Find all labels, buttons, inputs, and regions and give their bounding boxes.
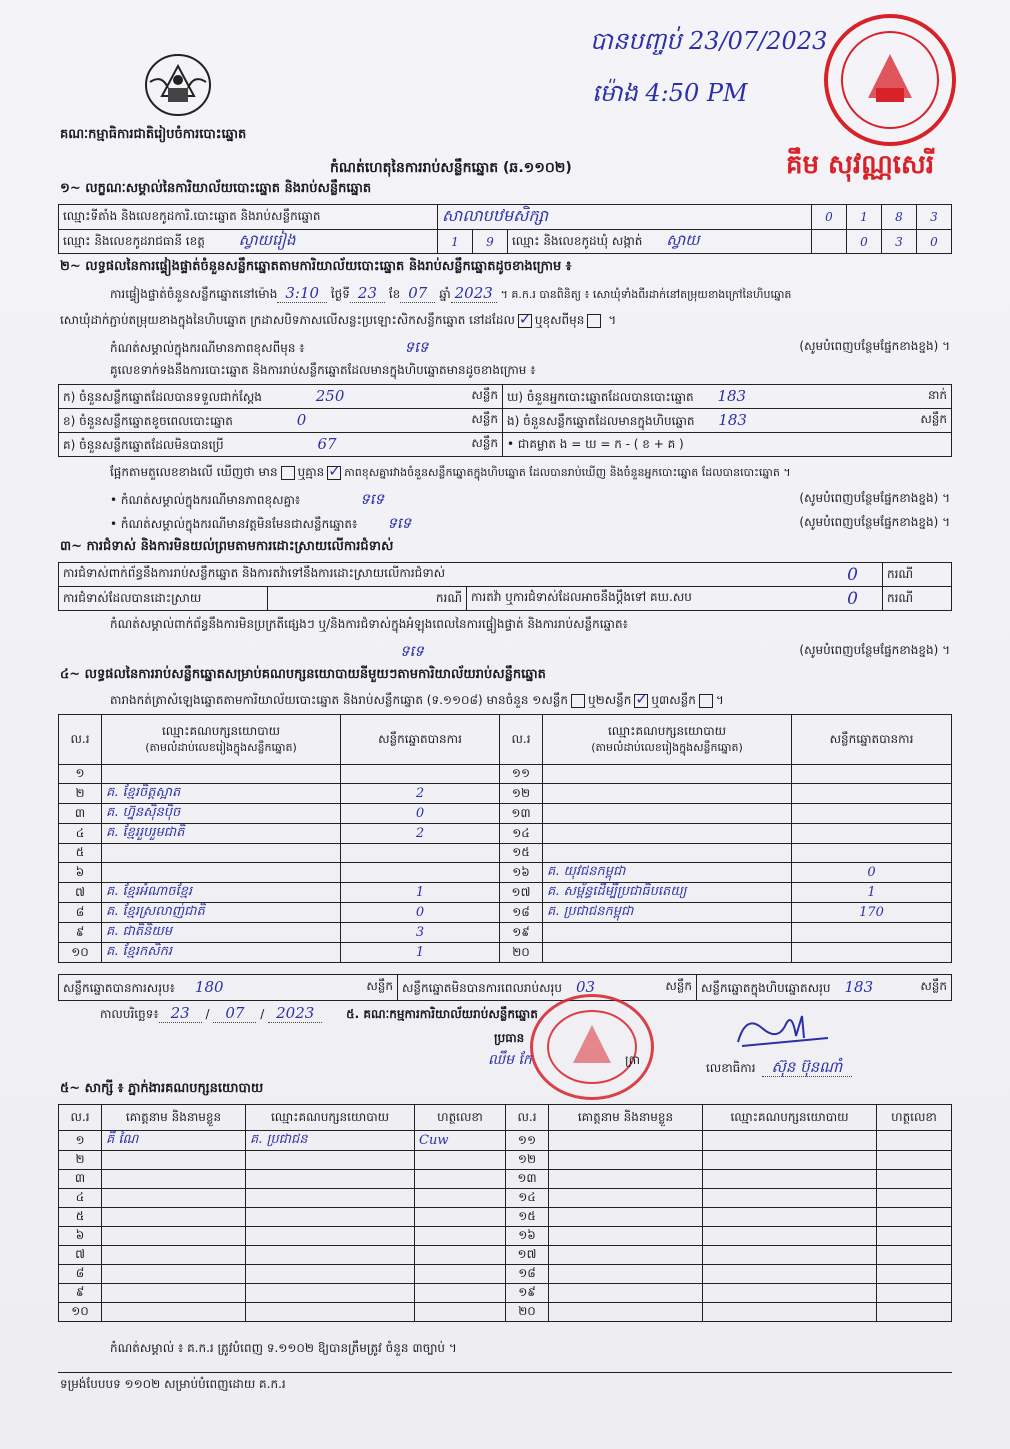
province-code-digit: 1 — [438, 230, 473, 254]
irregularity-note-label: កំណត់សម្គាល់ពាក់ព័ន្ធនឹងការមិនប្រក្រតីផ្សេងៗ ឬ/និងការជំទាស់ក្នុងអំឡុងពេលនៃការផ្ទៀងផ្ទាត់ និងការរាប់សន្លឹកឆ្នោត៖ — [110, 617, 628, 631]
row-number: ១៣ — [506, 1170, 549, 1189]
row-number: ៨ — [59, 1265, 102, 1284]
discrepancy-line: ផ្អែកតាមតួលេខខាងលើ ឃើញថា មាន ឬគ្មាន✓ ភាពខុសគ្នារវាងចំនួនសន្លឹកឆ្នោតក្នុងហិបឆ្នោត ដែលបានរាប់ឃើញ និងចំនួនអ្នកបោះឆ្នោត ដែលបានបោះឆ្នោត ។ — [110, 464, 791, 482]
red-name-stamp: គឹម សុវណ្ណសេរី — [786, 150, 935, 180]
row-number: ១៦ — [500, 863, 543, 883]
witness-party: គ. ប្រជាជន — [246, 1131, 415, 1151]
different-checkbox[interactable] — [587, 314, 601, 328]
witness-signature — [877, 1151, 952, 1170]
party-name: គ. ខ្មែរកសិករ — [102, 943, 341, 963]
witness-party — [246, 1208, 415, 1227]
party-name: គ. ហ្វ៊ុនស៊ិនប៉ិច — [102, 804, 341, 824]
witness-party — [703, 1208, 877, 1227]
province-value: ស្វាយរៀង — [238, 230, 296, 249]
ballot-counts-table — [58, 384, 952, 457]
party-votes: 170 — [792, 903, 952, 923]
party-name: គ. ជាតិនិយម — [102, 923, 341, 943]
witness-name — [549, 1265, 703, 1284]
row-number: ១៤ — [500, 824, 543, 844]
witness-signature — [877, 1246, 952, 1265]
witness-party — [703, 1303, 877, 1322]
section-3-heading: ៣~ ការជំទាស់ និងការមិនយល់ព្រមតាមការដោះស្រាយលើការជំទាស់ — [60, 539, 394, 554]
two-sheets-checkbox[interactable] — [634, 694, 648, 708]
witness-party — [703, 1189, 877, 1208]
location-label: ឈ្មោះទីតាំង និងលេខកូដការិ.បោះឆ្នោត និងរាប់សន្លឹកឆ្នោត — [59, 205, 438, 230]
witness-name — [549, 1170, 703, 1189]
difference-note-value: ទទេ — [404, 338, 429, 356]
row-number: ២០ — [500, 943, 543, 963]
count-row-e: ង) ចំនួនសន្លឹកឆ្នោតដែលមានក្នុងហិបឆ្នោត 183 សន្លឹក — [503, 409, 952, 433]
witness-party — [703, 1246, 877, 1265]
row-number: ១ — [59, 765, 102, 784]
invalid-total: 03 — [575, 977, 596, 996]
witness-body — [59, 1131, 952, 1322]
row-number: ៣ — [59, 804, 102, 824]
witness-signature — [415, 1151, 506, 1170]
code-digit: 8 — [882, 205, 917, 230]
party-name — [543, 844, 792, 863]
row-number: ១២ — [500, 784, 543, 804]
table-row — [59, 943, 952, 963]
table-row — [59, 1246, 952, 1265]
witness-name: គី ណៃ — [102, 1131, 246, 1151]
complaint-row-2: ការតវ៉ា ឬការជំទាស់ដែលអាចនឹងប្តឹងទៅ គឃ.សប 0 — [467, 587, 883, 611]
witness-signature — [877, 1131, 952, 1151]
table-row — [59, 1284, 952, 1303]
row-number: ៤ — [59, 824, 102, 844]
party-name — [102, 844, 341, 863]
party-results-body — [59, 765, 952, 963]
party-votes: 0 — [341, 903, 500, 923]
table-row — [59, 844, 952, 863]
party-name — [543, 923, 792, 943]
verify-day: 23 — [350, 284, 385, 303]
row-number: ៦ — [59, 863, 102, 883]
row-number: ៥ — [59, 844, 102, 863]
witness-name — [102, 1170, 246, 1189]
committee-stamp-icon — [530, 994, 654, 1100]
row-number: ១៣ — [500, 804, 543, 824]
party-votes: 1 — [341, 883, 500, 903]
witness-signature — [877, 1227, 952, 1246]
witness-name — [549, 1151, 703, 1170]
province-label: ឈ្មោះ និងលេខកូដរាជធានី ខេត្ត ស្វាយរៀង — [59, 230, 438, 254]
handwritten-time: ម៉ោង 4:50 PM — [592, 79, 748, 107]
nec-emblem-icon — [142, 52, 214, 118]
secretary-signature-icon — [732, 1008, 832, 1054]
note-non-ballot-line: • កំណត់សម្គាល់ក្នុងករណីមានវត្តមិនមែនជាសន្លឹកឆ្នោត៖ ទទេ (សូមបំពេញបន្ថែមផ្នែកខាងខ្នង) ។ — [110, 514, 950, 532]
handwritten-date: បានបញ្ចប់ 23/07/2023 — [590, 27, 828, 55]
commune-code-digit: 3 — [882, 230, 917, 254]
party-name — [102, 765, 341, 784]
witness-name — [102, 1303, 246, 1322]
row-number: ៦ — [59, 1227, 102, 1246]
party-results-table: ល.រ ឈ្មោះគណបក្សនយោបាយ (តាមលំដាប់លេខរៀងក្នុងសន្លឹកឆ្នោត) សន្លឹកឆ្នោតបានការ ល.រ ឈ្មោះគណបក្សនយោបាយ (តាមលំដាប់លេខរៀងក្នុងសន្លឹកឆ្នោត) សន្លឹកឆ្នោតបានការ ១ ១១ ២ គ. ខ្មែរចិត្តស្អាត 2 ១២ ៣ គ. ហ្វ៊ុនស៊ិនប៉ិច 0 ១៣ ៤ គ. ខ្មែររួបរួមជាតិ 2 ១៤ ៥ ១៥ ៦ ១៦ គ. យុវជនកម្ពុជា 0 ៧ គ. ខ្មែរអំណាចខ្មែរ 1 ១៧ គ. សម្ព័ន្ធដើម្បីប្រជាធិបតេយ្យ 1 ៨ គ. ខ្មែរស្រលាញ់ជាតិ 0 ១៨ គ. ប្រជាជនកម្ពុជា 170 ៩ គ. ជាតិនិយម 3 ១៩ ១០ គ. ខ្មែរកសិករ 1 ២០ — [58, 714, 952, 963]
witness-party — [246, 1265, 415, 1284]
section-5-heading: ៥~ សាក្សី ៖ ភ្នាក់ងារគណបក្សនយោបាយ — [60, 1081, 264, 1096]
footer-divider — [58, 1372, 952, 1373]
party-name: គ. ខ្មែរស្រលាញ់ជាតិ — [102, 903, 341, 923]
sheets-count-line: តារាងកត់ត្រាសំឡេងឆ្នោតតាមការិយាល័យបោះឆ្នោត និងរាប់សន្លឹកឆ្នោត (ទ.១១០៨) មានចំនួន ១សន្លឹក ឬ២សន្លឹក✓ ឬ៣សន្លឹក ។ — [110, 692, 724, 710]
count-row-d: ឃ) ចំនួនអ្នកបោះឆ្នោតដែលបានបោះឆ្នោត 183 នាក់ — [503, 385, 952, 409]
row-number: ៩ — [59, 923, 102, 943]
count-row-b: ខ) ចំនួនសន្លឹកឆ្នោតខូចពេលបោះឆ្នោត 0 សន្លឹក — [59, 409, 503, 433]
official-stamp-icon — [824, 14, 956, 146]
province-code-digit: 9 — [473, 230, 508, 254]
row-number: ៧ — [59, 883, 102, 903]
party-name — [543, 784, 792, 804]
secretary-name: ស៊ុន ប៊ុនណាំ — [762, 1058, 853, 1077]
row-number: ១៧ — [500, 883, 543, 903]
table-row — [59, 1151, 952, 1170]
party-votes — [341, 765, 500, 784]
witness-party — [703, 1227, 877, 1246]
party-votes — [792, 784, 952, 804]
chair-name: ឈឹម កែ — [488, 1052, 532, 1068]
party-votes — [792, 804, 952, 824]
party-votes: 0 — [792, 863, 952, 883]
row-number: ២ — [59, 784, 102, 804]
witness-signature — [415, 1303, 506, 1322]
table-row — [59, 863, 952, 883]
row-number: ១២ — [506, 1151, 549, 1170]
witness-party — [246, 1151, 415, 1170]
location-value: សាលាបឋមសិក្សា — [438, 205, 812, 230]
seal-line: សោឃុំដាក់ភ្ជាប់តម្រុយខាងក្នុងនៃហិបឆ្នោត ក្រដាសបិទភាសលើសន្លះប្រឡោះសិកសន្លឹកឆ្នោត នៅដដែល✓ ឬខុសពីមុន ។ — [60, 312, 616, 330]
row-number: ១៨ — [506, 1265, 549, 1284]
witness-signature — [877, 1303, 952, 1322]
witness-party — [246, 1246, 415, 1265]
date-line: កាលបរិច្ឆេទ៖ 23 / 07 / 2023 ៥. គណៈកម្មការការិយាល័យរាប់សន្លឹកឆ្នោត — [100, 1004, 538, 1022]
witness-party — [703, 1170, 877, 1189]
verify-time: 3:10 — [277, 284, 327, 303]
secretary-line: លេខាធិការ ស៊ុន ប៊ុនណាំ — [706, 1058, 852, 1080]
count-row-a: ក) ចំនួនសន្លឹកឆ្នោតដែលបានទទួលជាក់ស្តែង 250 សន្លឹក — [59, 385, 503, 409]
section-1-heading: ១~ លក្ខណៈសម្គាល់នៃការិយាល័យបោះឆ្នោត និងរាប់សន្លឹកឆ្នោត — [60, 181, 372, 196]
row-number: ១៦ — [506, 1227, 549, 1246]
party-votes: 1 — [341, 943, 500, 963]
three-sheets-checkbox[interactable] — [699, 694, 713, 708]
count-formula: • ជាគម្លាត ង = ឃ = ក - ( ខ + គ ) — [503, 433, 952, 457]
witness-party — [246, 1170, 415, 1189]
witness-name — [102, 1189, 246, 1208]
party-name: គ. សម្ព័ន្ធដើម្បីប្រជាធិបតេយ្យ — [543, 883, 792, 903]
row-number: ៥ — [59, 1208, 102, 1227]
party-name — [543, 765, 792, 784]
document-title: កំណត់ហេតុនៃការរាប់សន្លឹកឆ្នោត (ឆ.១១០២) — [330, 160, 572, 176]
row-number: ២ — [59, 1151, 102, 1170]
section-4-heading: ៤~ លទ្ធផលនៃការរាប់សន្លឹកឆ្នោតសម្រាប់គណបក្សនយោបាយនីមួយៗតាមការិយាល័យរាប់សន្លឹកឆ្នោត — [60, 667, 546, 682]
party-votes: 2 — [341, 784, 500, 804]
row-number: ១០ — [59, 943, 102, 963]
witness-signature — [415, 1189, 506, 1208]
witness-signature — [877, 1170, 952, 1189]
party-name: គ. ខ្មែរចិត្តស្អាត — [102, 784, 341, 804]
totals-table: សន្លឹកឆ្នោតបានការសរុប៖ 180 សន្លឹក សន្លឹកឆ្នោតមិនបានការពេលរាប់សរុប 03 សន្លឹក សន្លឹកឆ្នោតក្នុងហិបឆ្នោតសរុប 183 សន្លឹក — [58, 974, 952, 1001]
one-sheet-checkbox[interactable] — [571, 694, 585, 708]
row-number: ១១ — [506, 1131, 549, 1151]
witness-party — [703, 1265, 877, 1284]
witness-party — [246, 1189, 415, 1208]
no-difference-checkbox[interactable] — [327, 466, 341, 480]
witness-name — [549, 1303, 703, 1322]
witness-name — [102, 1227, 246, 1246]
row-number: ១១ — [500, 765, 543, 784]
code-digit: 3 — [917, 205, 952, 230]
party-name — [543, 943, 792, 963]
witness-table: ល.រ គោត្តនាម និងនាមខ្លួន ឈ្មោះគណបក្សនយោបាយ ហត្ថលេខា ល.រ គោត្តនាម និងនាមខ្លួន ឈ្មោះគណបក្សនយោបាយ ហត្ថលេខា ១ គី ណៃ គ. ប្រជាជន Cuw ១១ ២ ១២ ៣ ១៣ ៤ ១៤ ៥ ១៥ ៦ ១៦ ៧ ១៧ ៨ ១៨ ៩ ១៩ ១០ ២០ — [58, 1104, 952, 1322]
table-row — [59, 1131, 952, 1151]
verification-line: ការផ្ទៀងផ្ទាត់ចំនួនសន្លឹកឆ្នោតនៅម៉ោង 3:10 ថ្ងៃទី 23 ខែ 07 ឆ្នាំ 2023 ។ គ.ក.រ បានពិនិត្យ ៖ សោឃុំទាំងពីរដាក់នៅតម្រុយខាងក្រៅនៃហិបឆ្នោត — [110, 284, 792, 302]
witness-party — [703, 1284, 877, 1303]
commune-label: ឈ្មោះ និងលេខកូដឃុំ សង្កាត់ ស្វាយ — [508, 230, 812, 254]
row-number: ២០ — [506, 1303, 549, 1322]
witness-name — [549, 1208, 703, 1227]
witness-name — [102, 1151, 246, 1170]
row-number: ១៩ — [500, 923, 543, 943]
table-row — [59, 1303, 952, 1322]
complaint-row-1: ការជំទាស់ពាក់ព័ន្ធនឹងការរាប់សន្លឹកឆ្នោត និងការតវ៉ាទៅនឹងការដោះស្រាយលើការជំទាស់ 0 — [59, 563, 883, 587]
party-name — [102, 863, 341, 883]
party-name: គ. ប្រជាជនកម្ពុជា — [543, 903, 792, 923]
commune-code-digit: 0 — [917, 230, 952, 254]
table-row — [59, 1170, 952, 1189]
witness-signature — [877, 1284, 952, 1303]
section-2-heading: ២~ លទ្ធផលនៃការផ្ទៀងផ្ទាត់ចំនួនសន្លឹកឆ្នោតតាមការិយាល័យបោះឆ្នោត និងរាប់សន្លឹកឆ្នោតដូចខាងក្រោម ៖ — [60, 259, 572, 274]
row-number: ៧ — [59, 1246, 102, 1265]
commune-code-digit: 0 — [847, 230, 882, 254]
note-difference-line: • កំណត់សម្គាល់ក្នុងករណីមានភាពខុសគ្នា៖ ទទេ (សូមបំពេញបន្ថែមផ្នែកខាងខ្នង) ។ — [110, 490, 950, 508]
witness-signature — [877, 1265, 952, 1284]
party-name — [543, 804, 792, 824]
location-table — [58, 204, 952, 254]
table-row — [59, 1265, 952, 1284]
witness-name — [102, 1284, 246, 1303]
irregularity-note-line: ទទេ (សូមបំពេញបន្ថែមផ្នែកខាងខ្នង) ។ — [400, 642, 950, 660]
witness-party — [246, 1303, 415, 1322]
party-votes — [792, 943, 952, 963]
party-votes — [792, 765, 952, 784]
table-row — [59, 1208, 952, 1227]
table-row — [59, 1227, 952, 1246]
witness-signature — [415, 1284, 506, 1303]
row-number: ៤ — [59, 1189, 102, 1208]
row-number: ១៤ — [506, 1189, 549, 1208]
row-number: ១ — [59, 1131, 102, 1151]
row-number: ៨ — [59, 903, 102, 923]
count-row-c: គ) ចំនួនសន្លឹកឆ្នោតដែលមិនបានប្រើ 67 សន្លឹក — [59, 433, 503, 457]
table-row — [59, 883, 952, 903]
witness-signature — [415, 1246, 506, 1265]
witness-signature — [877, 1189, 952, 1208]
party-votes — [792, 824, 952, 844]
commune-value: ស្វាយ — [666, 230, 700, 249]
witness-party — [703, 1151, 877, 1170]
witness-name — [549, 1284, 703, 1303]
valid-total: 180 — [194, 977, 224, 996]
chair-label: ប្រធាន — [494, 1031, 525, 1045]
row-number: ១៧ — [506, 1246, 549, 1265]
table-row — [59, 824, 952, 844]
row-number: ១៥ — [506, 1208, 549, 1227]
witness-name — [102, 1246, 246, 1265]
witness-signature — [877, 1208, 952, 1227]
row-number: ១៨ — [500, 903, 543, 923]
numbers-intro: គូលេខទាក់ទងនឹងការបោះឆ្នោត និងការរាប់សន្លឹកឆ្នោតដែលមានក្នុងហិបឆ្នោតមានដូចខាងក្រោម ៖ — [110, 363, 536, 377]
table-row — [59, 784, 952, 804]
party-votes — [341, 863, 500, 883]
witness-signature — [415, 1208, 506, 1227]
code-digit: 1 — [847, 205, 882, 230]
row-number: ៣ — [59, 1170, 102, 1189]
witness-name — [102, 1265, 246, 1284]
row-number: ១៩ — [506, 1284, 549, 1303]
row-number: ១០ — [59, 1303, 102, 1322]
box-total: 183 — [844, 977, 874, 996]
party-name: គ. យុវជនកម្ពុជា — [543, 863, 792, 883]
party-votes — [792, 923, 952, 943]
party-name: គ. ខ្មែររួបរួមជាតិ — [102, 824, 341, 844]
witness-name — [549, 1227, 703, 1246]
same-checkbox[interactable] — [518, 314, 532, 328]
difference-note-line: កំណត់សម្គាល់ក្នុងករណីមានភាពខុសពីមុន ៖ ទទេ (សូមបំពេញបន្ថែមផ្នែកខាងខ្នង) ។ — [110, 338, 950, 356]
table-row — [59, 903, 952, 923]
witness-party — [703, 1131, 877, 1151]
footnote: កំណត់សម្គាល់ ៖ គ.ក.រ ត្រូវបំពេញ ទ.១១០២ ឱ្យបានត្រឹមត្រូវ ចំនួន ៣ច្បាប់ ។ — [110, 1341, 457, 1355]
verify-month: 07 — [400, 284, 435, 303]
witness-name — [549, 1246, 703, 1265]
witness-signature — [415, 1227, 506, 1246]
witness-name — [102, 1208, 246, 1227]
witness-party — [246, 1227, 415, 1246]
table-row — [59, 923, 952, 943]
chair-suffix: ត្រា — [625, 1053, 640, 1067]
party-votes: 3 — [341, 923, 500, 943]
witness-name — [549, 1131, 703, 1151]
party-votes — [792, 844, 952, 863]
org-name: គណៈកម្មាធិការជាតិរៀបចំការបោះឆ្នោត — [60, 127, 247, 142]
party-votes: 1 — [792, 883, 952, 903]
witness-signature — [415, 1265, 506, 1284]
party-votes: 2 — [341, 824, 500, 844]
witness-signature: Cuw — [415, 1131, 506, 1151]
witness-signature — [415, 1170, 506, 1189]
table-row — [59, 1189, 952, 1208]
party-votes: 0 — [341, 804, 500, 824]
row-number: ១៥ — [500, 844, 543, 863]
party-votes — [341, 844, 500, 863]
code-digit: 0 — [812, 205, 847, 230]
form-footer: ទម្រង់បែបបទ ១១០២ សម្រាប់បំពេញដោយ គ.ក.រ — [60, 1377, 286, 1391]
has-difference-checkbox[interactable] — [281, 466, 295, 480]
witness-party — [246, 1284, 415, 1303]
table-row — [59, 765, 952, 784]
table-row — [59, 804, 952, 824]
witness-name — [549, 1189, 703, 1208]
complaints-table: ការជំទាស់ពាក់ព័ន្ធនឹងការរាប់សន្លឹកឆ្នោត និងការតវ៉ាទៅនឹងការដោះស្រាយលើការជំទាស់ 0 ករណី ការជំទាស់ដែលបានដោះស្រាយ ករណី ការតវ៉ា ឬការជំទាស់ដែលអាចនឹងប្តឹងទៅ គឃ.សប 0 ករណី — [58, 562, 952, 611]
party-name: គ. ខ្មែរអំណាចខ្មែរ — [102, 883, 341, 903]
party-name — [543, 824, 792, 844]
row-number: ៩ — [59, 1284, 102, 1303]
verify-year: 2023 — [451, 284, 497, 303]
